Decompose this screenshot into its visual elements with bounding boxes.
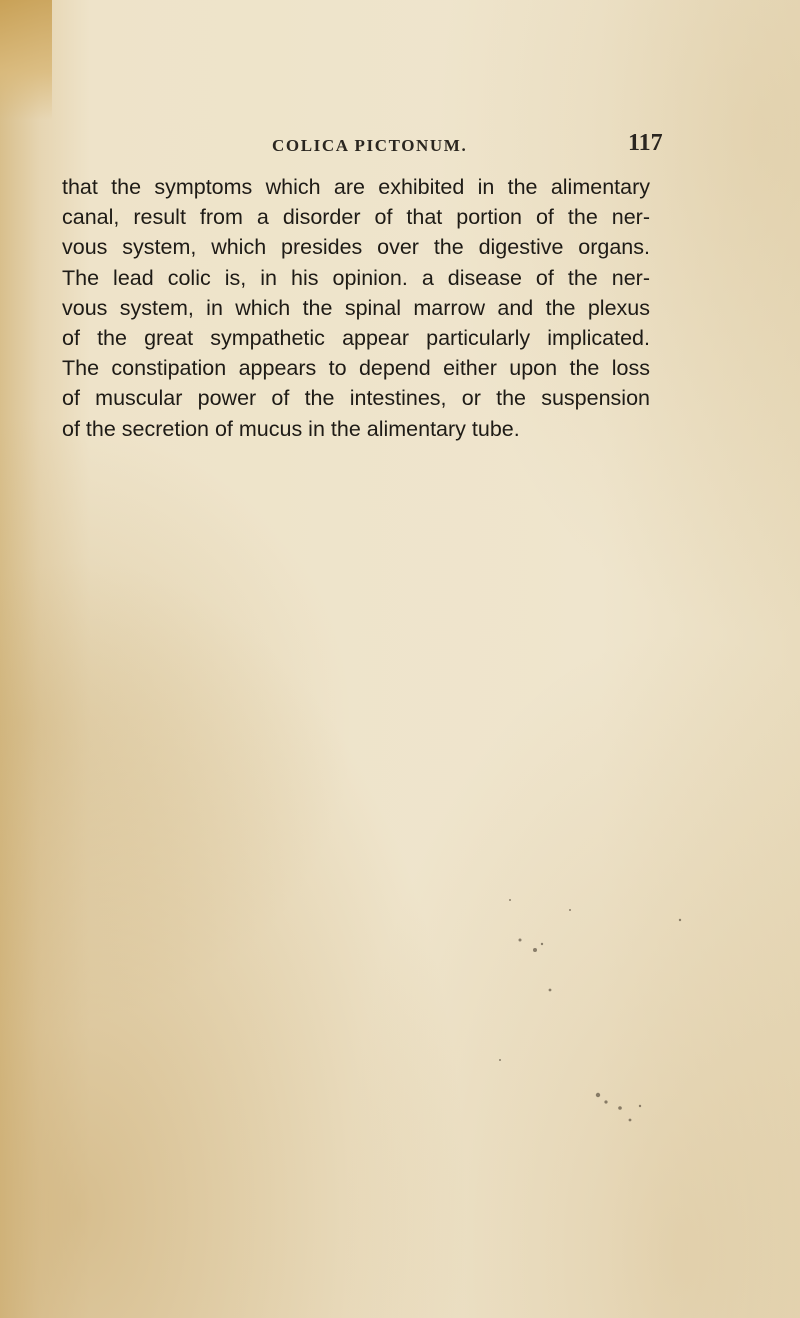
text-line: vous system, which presides over the digestive organs. <box>62 235 650 260</box>
page-number: 117 <box>628 130 663 156</box>
paper-speckle <box>480 880 740 1140</box>
text-line: The constipation appears to depend either upon the loss <box>62 356 650 381</box>
page-edge-stain <box>0 0 52 120</box>
text-line: vous system, in which the spinal marrow and the plexus <box>62 295 650 320</box>
text-line: The lead colic is, in his opinion. a disease of the ner- <box>62 265 650 290</box>
text-line: that the symptoms which are exhibited in the alimentary <box>62 175 650 199</box>
text-line: of the great sympathetic appear particularly implicated. <box>62 326 650 351</box>
text-line: of muscular power of the intestines, or the suspension <box>62 386 650 411</box>
running-head: COLICA PICTONUM. <box>272 136 468 155</box>
text-line: canal, result from a disorder of that portion of the ner- <box>62 205 650 230</box>
text-line: of the secretion of mucus in the alimentary tube. <box>62 416 520 441</box>
body-paragraph <box>62 172 662 444</box>
page-header <box>0 130 800 170</box>
